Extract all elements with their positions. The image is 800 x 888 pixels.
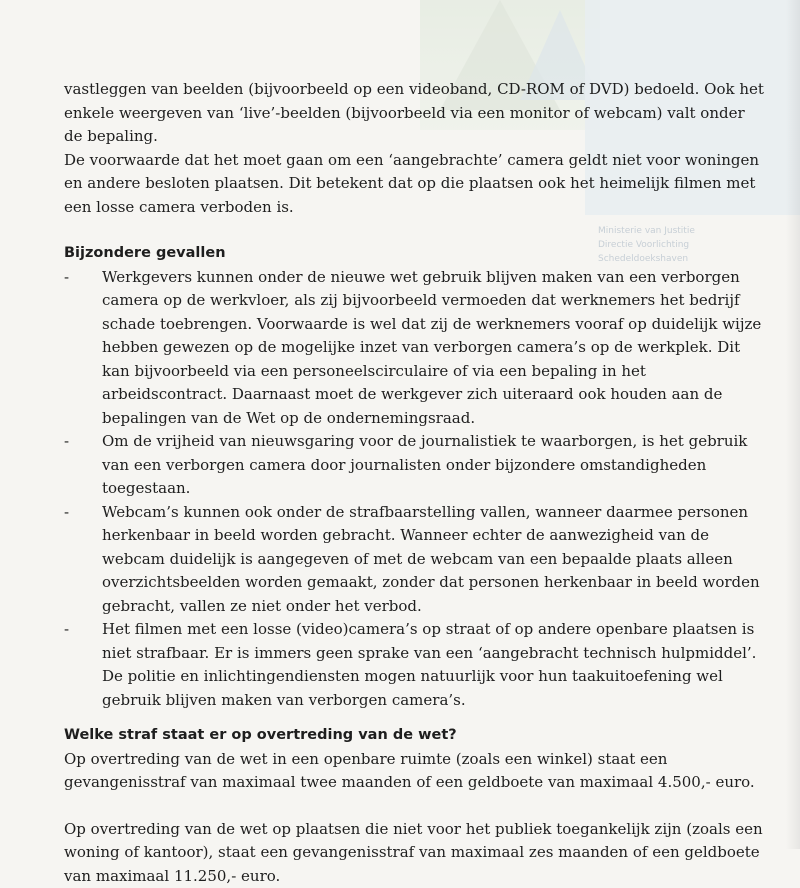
list-item-text: Webcam’s kunnen ook onder de strafbaarstelling vallen, wanneer daarmee personen herkenbaar in beeld worden gebracht. Wanneer echter de aanwezigheid van de webcam duidelijk is aangegeven of met de webcam van een bepaalde plaats alleen overzichtsbeelden worden gemaakt, zonder dat personen herkenbaar in beeld worden gebracht, vallen ze niet onder het verbod. [102, 503, 760, 615]
list-bullet: - [64, 501, 69, 525]
ghost-sidebar-line: Schedeldoekshaven [598, 252, 798, 266]
list-item-text: Het filmen met een losse (video)camera’s op straat of op andere openbare plaatsen is niet strafbaar. Er is immers geen sprake van een ‘aangebracht technisch hulpmiddel’. [102, 620, 756, 662]
intro-paragraph: vastleggen van beelden (bijvoorbeeld op een videoband, CD-ROM of DVD) bedoeld. Ook het enkele weergeven van ‘live’-beelden (bijvoorbeeld via een monitor of webcam) valt onder de bepaling. [64, 78, 764, 149]
list-bullet: - [64, 430, 69, 454]
penalty-paragraph: Op overtreding van de wet op plaatsen die niet voor het publiek toegankelijk zijn (zoals een woning of kantoor), staat een gevangenisstraf van maximaal zes maanden of een geldboete van maximaal 11.250,- euro. [64, 818, 764, 888]
penalty-paragraph: Op overtreding van de wet in een openbare ruimte (zoals een winkel) staat een gevangenisstraf van maximaal twee maanden of een geldboete van maximaal 4.500,- euro. [64, 748, 764, 795]
list-bullet: - [64, 266, 69, 290]
list-item-text: Werkgevers kunnen onder de nieuwe wet gebruik blijven maken van een verborgen camera op de werkvloer, als zij bijvoorbeeld vermoeden dat werknemers het bedrijf schade toebrengen. Voorwaarde is wel dat zij de werknemers vooraf op duidelijk wijze hebben gewezen op de mogelijke inzet van verborgen camera’s op de werkplek. Dit kan bijvoorbeeld via een personeelscirculaire of via een bepaling in het arbeidscontract. Daarnaast moet de werkgever zich uiteraard ook houden aan de bepalingen van de Wet op de ondernemingsraad. [102, 268, 761, 427]
section-heading-special-cases: Bijzondere gevallen [64, 242, 764, 266]
special-cases-closing: De politie en inlichtingendiensten mogen natuurlijk voor hun taakuitoefening wel gebruik blijven maken van verborgen camera’s. [64, 665, 764, 712]
ghost-sidebar-line: Directie Voorlichting [598, 238, 798, 252]
page-edge-shadow [786, 0, 800, 849]
list-bullet: - [64, 618, 69, 642]
list-item [64, 430, 764, 501]
list-item [64, 618, 764, 665]
section-heading-penalty: Welke straf staat er op overtreding van de wet? [64, 724, 764, 748]
list-item-text: Om de vrijheid van nieuwsgaring voor de journalistiek te waarborgen, is het gebruik van een verborgen camera door journalisten onder bijzondere omstandigheden toegestaan. [102, 432, 747, 497]
list-item [64, 266, 764, 431]
list-item [64, 501, 764, 619]
intro-paragraph: De voorwaarde dat het moet gaan om een ‘aangebrachte’ camera geldt niet voor woningen en andere besloten plaatsen. Dit betekent dat op die plaatsen ook het heimelijk filmen met een losse camera verboden is. [64, 149, 764, 220]
document-body [64, 78, 764, 888]
ghost-sidebar-line: Ministerie van Justitie [598, 224, 798, 238]
